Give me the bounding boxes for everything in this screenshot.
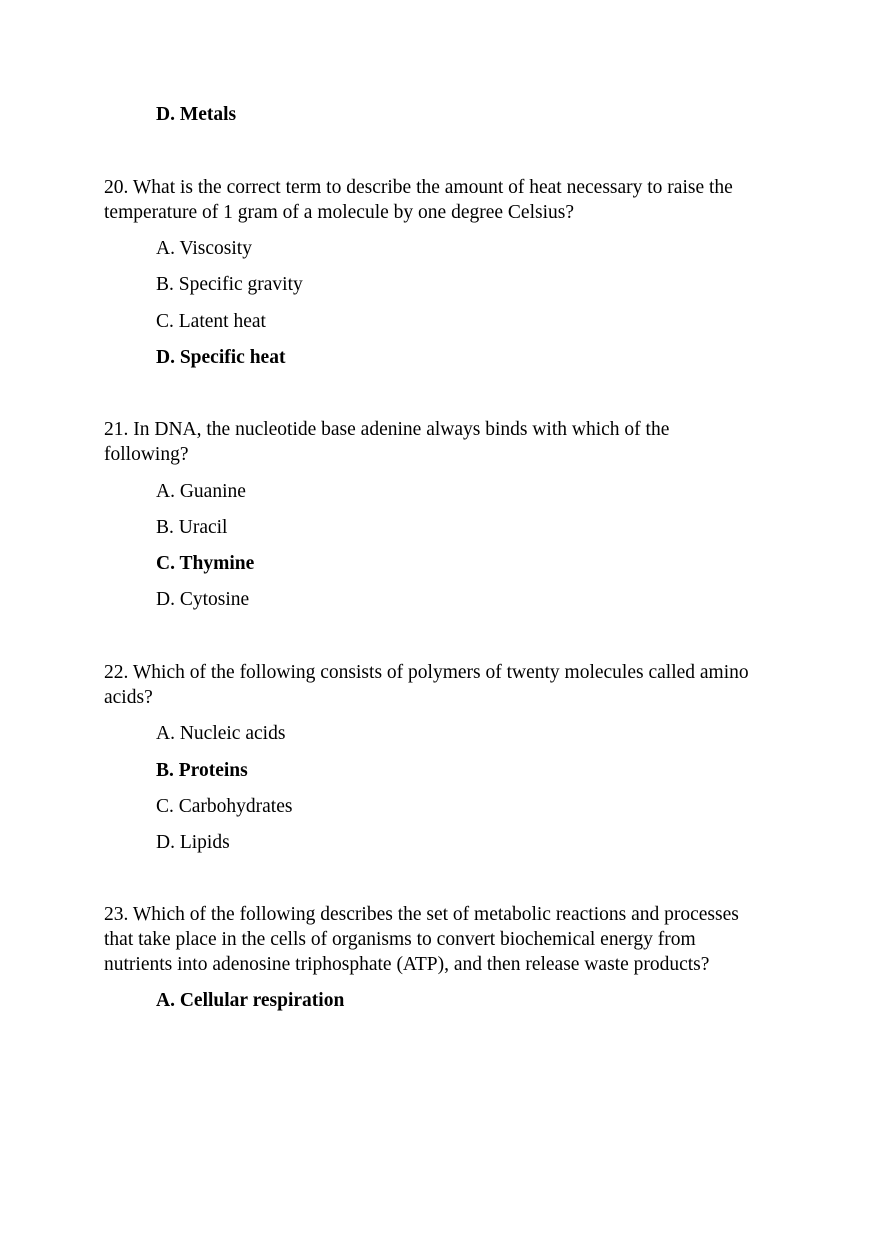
option-22-d: D. Lipids (156, 832, 230, 853)
option-22-a: A. Nucleic acids (156, 723, 286, 744)
option-20-c: C. Latent heat (156, 311, 266, 332)
option-19-d: D. Metals (156, 104, 237, 125)
question-text-line: that take place in the cells of organisms to convert biochemical energy from (104, 929, 696, 950)
option-22-b: B. Proteins (156, 760, 248, 781)
option-20-b: B. Specific gravity (156, 274, 303, 295)
question-text-line: temperature of 1 gram of a molecule by one degree Celsius? (104, 202, 574, 223)
option-21-a: A. Guanine (156, 481, 246, 502)
question-text-line: following? (104, 444, 189, 465)
question-text-line: 22. Which of the following consists of polymers of twenty molecules called amino (104, 662, 749, 683)
question-text-line: 23. Which of the following describes the set of metabolic reactions and processes (104, 904, 739, 925)
option-23-a: A. Cellular respiration (156, 990, 345, 1011)
question-text-line: acids? (104, 687, 153, 708)
question-text-line: 21. In DNA, the nucleotide base adenine always binds with which of the (104, 419, 670, 440)
question-text-line: 20. What is the correct term to describe the amount of heat necessary to raise the (104, 177, 733, 198)
option-21-c: C. Thymine (156, 553, 255, 574)
option-20-d: D. Specific heat (156, 347, 286, 368)
question-text-line: nutrients into adenosine triphosphate (ATP), and then release waste products? (104, 954, 710, 975)
option-22-c: C. Carbohydrates (156, 796, 293, 817)
option-20-a: A. Viscosity (156, 238, 252, 259)
option-21-b: B. Uracil (156, 517, 228, 538)
option-21-d: D. Cytosine (156, 589, 250, 610)
